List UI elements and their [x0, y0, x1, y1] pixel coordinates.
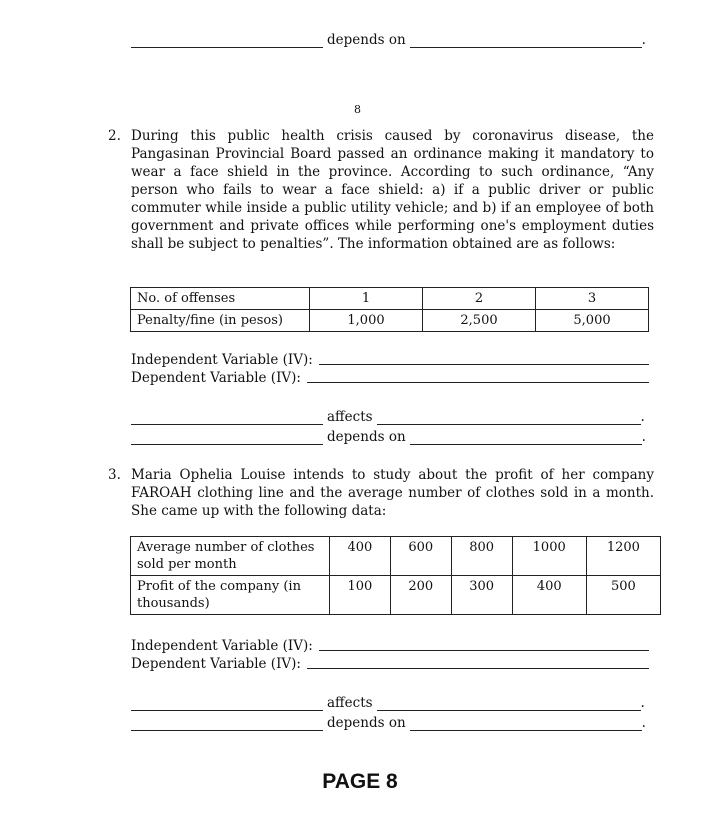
- table-row: Penalty/fine (in pesos) 1,000 2,500 5,000: [131, 310, 649, 332]
- answer-blank[interactable]: [131, 709, 323, 711]
- answer-blank[interactable]: [307, 667, 649, 669]
- answer-blank[interactable]: [377, 423, 641, 425]
- dependent-variable-line: Dependent Variable (IV):: [131, 369, 649, 387]
- dependent-variable-line: Dependent Variable (IV):: [131, 655, 649, 673]
- affects-sentence: affects .: [131, 409, 645, 425]
- answer-blank[interactable]: [377, 709, 641, 711]
- answer-blank[interactable]: [410, 729, 642, 731]
- offenses-table: [130, 287, 649, 332]
- question-text: During this public health crisis caused by coronavirus disease, the Pangasinan Provincial Board passed an ordinance making it mandatory to wear a face shield in the province. According to such ordinance, “Any person who fails to wear a face shield: a) if a public driver or public commuter while inside a public utility vehicle; and b) if an employee of both government and private offices while performing one's employment duties shall be subject to penalties”. The information obtained are as follows:: [131, 128, 654, 252]
- page-footer: PAGE 8: [322, 770, 398, 793]
- question-number: 3.: [108, 467, 121, 483]
- profit-table: [130, 536, 661, 615]
- question-number: 2.: [108, 128, 121, 144]
- table-row: Average number of clothes sold per month 400 600 800 1000 1200: [131, 537, 661, 576]
- answer-blank[interactable]: [131, 423, 323, 425]
- answer-blank[interactable]: [307, 381, 649, 383]
- answer-blank[interactable]: [410, 443, 642, 445]
- answer-blank[interactable]: [131, 443, 323, 445]
- page-number-small: 8: [354, 103, 361, 116]
- answer-blank[interactable]: [319, 363, 649, 365]
- affects-sentence: affects .: [131, 695, 645, 711]
- depends-on-sentence: depends on .: [131, 429, 646, 445]
- answer-blank[interactable]: [319, 649, 649, 651]
- answer-blank[interactable]: [131, 729, 323, 731]
- question-3: [108, 466, 654, 520]
- depends-on-sentence: depends on .: [131, 715, 646, 731]
- independent-variable-line: Independent Variable (IV):: [131, 351, 649, 369]
- answer-blank[interactable]: [410, 46, 642, 48]
- answer-blank[interactable]: [131, 46, 323, 48]
- independent-variable-line: Independent Variable (IV):: [131, 637, 649, 655]
- question-2: [108, 127, 654, 253]
- table-row: No. of offenses 1 2 3: [131, 288, 649, 310]
- table-row: Profit of the company (in thousands) 100 200 300 400 500: [131, 576, 661, 615]
- connector-text: depends on: [327, 32, 406, 48]
- top-depends-on-sentence: depends on .: [131, 32, 646, 48]
- question-text: Maria Ophelia Louise intends to study about the profit of her company FAROAH clothing line and the average number of clothes sold in a month. She came up with the following data:: [131, 467, 654, 519]
